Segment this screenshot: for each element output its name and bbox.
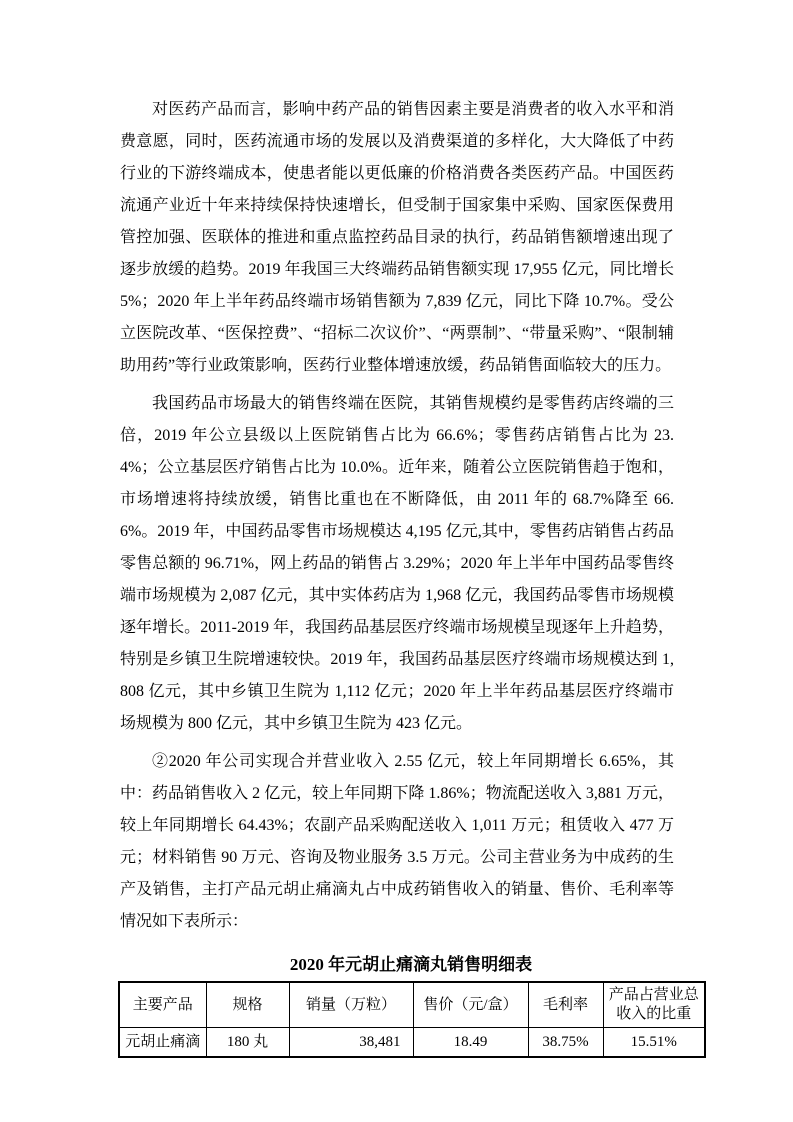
paragraph-industry-sales-factors: 对医药产品而言，影响中药产品的销售因素主要是消费者的收入水平和消费意愿，同时，医药流通市场的发展以及消费渠道的多样化，大大降低了中药行业的下游终端成本，使患者能以更低廉的价格消费各类医药产品。中国医药流通产业近十年来持续保持快速增长，但受制于国家集中采购、国家医保费用管控加强、医联体的推进和重点监控药品目录的执行，药品销售额增速出现了逐步放缓的趋势。2019 年我国三大终端药品销售额实现 17,955 亿元，同比增长 5%；2020 年上半年药品终端市场销售额为 7,839 亿元，同比下降 10.7%。受公立医院改革、“医保控费”、“招标二次议价”、“两票制”、“带量采购”、“限制辅助用药”等行业政策影响，医药行业整体增速放缓，药品销售面临较大的压力。 xyxy=(120,101,674,374)
cell-spec: 180 丸 xyxy=(206,1028,289,1058)
header-gross-margin: 毛利率 xyxy=(528,982,603,1028)
table-header-row xyxy=(119,982,705,1028)
table-row xyxy=(119,1028,705,1058)
paragraph-company-2020-revenue: ②2020 年公司实现合并营业收入 2.55 亿元，较上年同期增长 6.65%，其中：药品销售收入 2 亿元，较上年同期下降 1.86%；物流配送收入 3,881 万元，较上年同期增长 64.43%；农副产品采购配送收入 1,011 万元；租赁收入 477 万元；材料销售 90 万元、咨询及物业服务 3.5 万元。公司主营业务为中成药的生产及销售，主打产品元胡止痛滴丸占中成药销售收入的销量、售价、毛利率等情况如下表所示： xyxy=(120,753,674,930)
cell-sales-volume: 38,481 xyxy=(289,1028,413,1058)
sales-detail-table-block xyxy=(118,954,704,1058)
table-title: 2020 年元胡止痛滴丸销售明细表 xyxy=(289,955,533,974)
header-spec: 规格 xyxy=(206,982,289,1028)
sales-detail-table xyxy=(118,981,706,1058)
cell-gross-margin: 38.75% xyxy=(528,1028,603,1058)
cell-revenue-share: 15.51% xyxy=(603,1028,705,1058)
document-content xyxy=(120,94,699,1058)
header-sales-volume: 销量（万粒） xyxy=(289,982,413,1028)
header-main-product: 主要产品 xyxy=(119,982,206,1028)
paragraph-market-terminal-structure: 我国药品市场最大的销售终端在医院，其销售规模约是零售药店终端的三倍，2019 年公立县级以上医院销售占比为 66.6%；零售药店销售占比为 23.4%；公立基层医疗销售占比为 10.0%。近年来，随着公立医院销售趋于饱和，市场增速将持续放缓，销售比重也在不断降低，由 2011 年的 68.7%降至 66.6%。2019 年，中国药品零售市场规模达 4,195 亿元,其中，零售药店销售占药品零售总额的 96.71%，网上药品的销售占 3.29%；2020 年上半年中国药品零售终端市场规模为 2,087 亿元，其中实体药店为 1,968 亿元，我国药品零售市场规模逐年增长。2011-2019 年，我国药品基层医疗终端市场规模呈现逐年上升趋势，特别是乡镇卫生院增速较快。2019 年，我国药品基层医疗终端市场规模达到 1,808 亿元，其中乡镇卫生院为 1,112 亿元；2020 年上半年药品基层医疗终端市场规模为 800 亿元，其中乡镇卫生院为 423 亿元。 xyxy=(120,395,674,732)
cell-price: 18.49 xyxy=(413,1028,528,1058)
header-price: 售价（元/盒） xyxy=(413,982,528,1028)
cell-main-product: 元胡止痛滴 xyxy=(119,1028,206,1058)
header-revenue-share: 产品占营业总收入的比重 xyxy=(603,982,705,1028)
